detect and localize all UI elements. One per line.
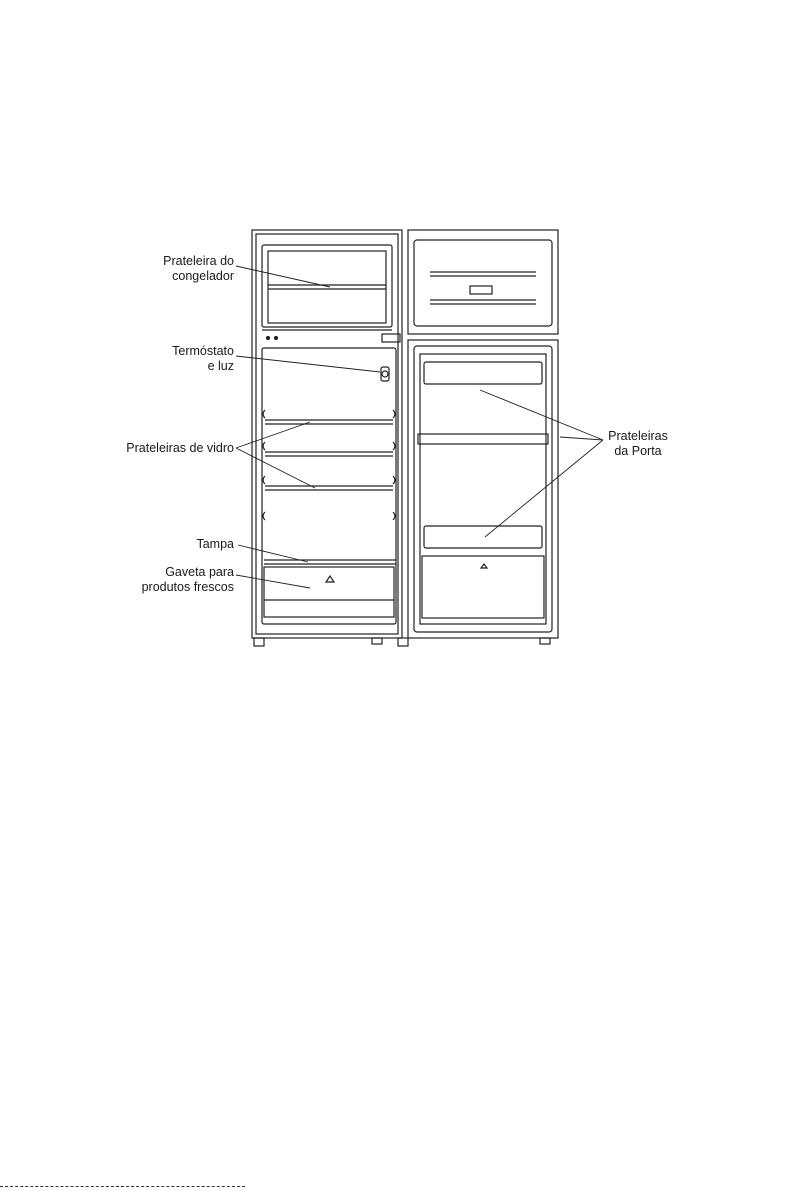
fridge-door bbox=[382, 230, 558, 644]
fridge-cabinet bbox=[252, 230, 408, 646]
label-cover: Tampa bbox=[196, 537, 234, 551]
label-freezer-shelf: Prateleira do congelador bbox=[163, 254, 234, 283]
label-glass-shelves: Prateleiras de vidro bbox=[126, 441, 234, 455]
footer-rule bbox=[0, 1186, 245, 1189]
label-door-shelves: Prateleiras da Porta bbox=[608, 429, 668, 458]
label-crisper-drawer: Gaveta para produtos frescos bbox=[141, 565, 234, 594]
label-thermostat-light: Termóstato e luz bbox=[172, 344, 234, 373]
